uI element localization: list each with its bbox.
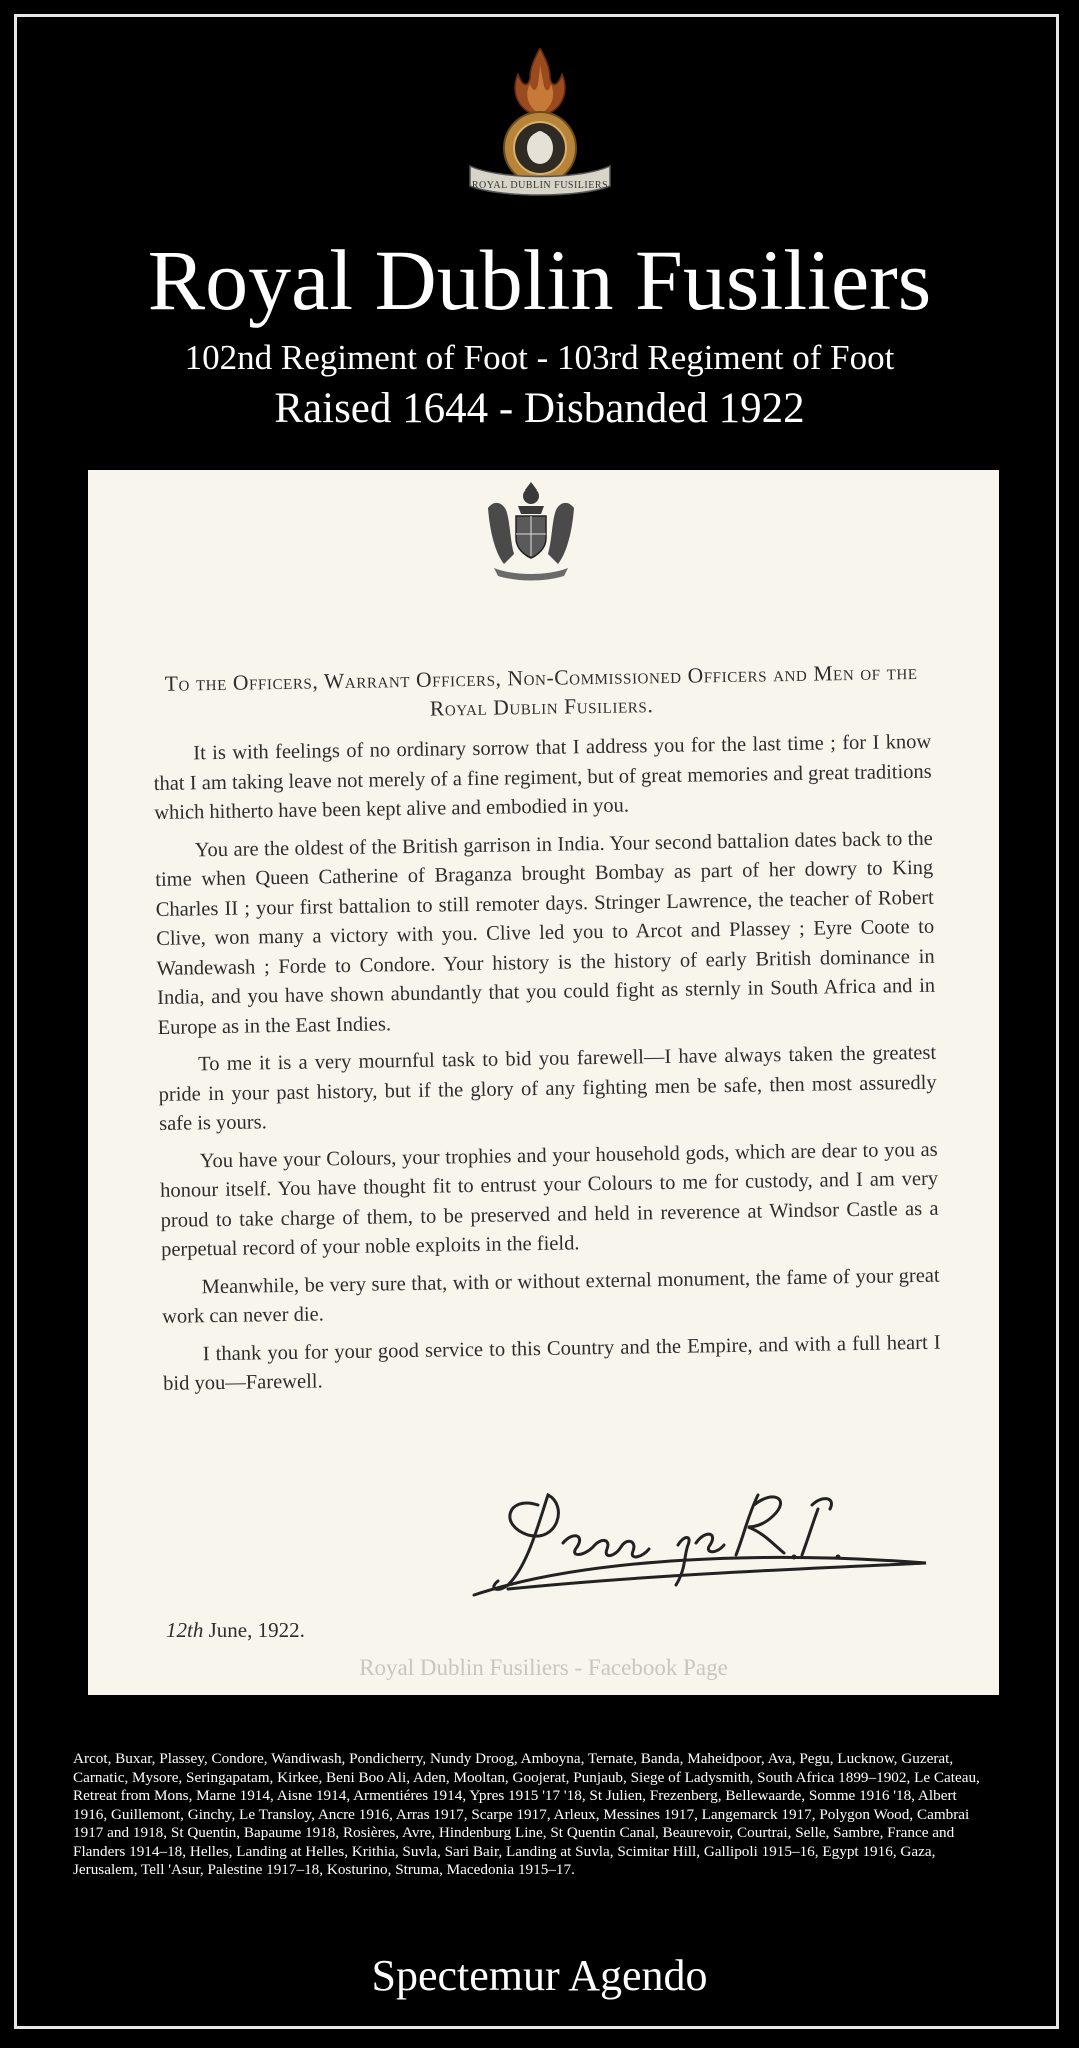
fusilier-badge-icon (460, 48, 620, 200)
letter-paragraph: Meanwhile, be very sure that, with or without external monument, the fame of your great work can never die. (161, 1264, 940, 1328)
battle-honours: Arcot, Buxar, Plassey, Condore, Wandiwash, Pondicherry, Nundy Droog, Amboyna, Ternate, Banda, Maheidpoor, Ava, Pegu, Lucknow, Guzerat, Carnatic, Mysore, Seringapatam, Kirkee, Beni Boo Ali, Aden, Mooltan, Goojerat, Punjaub, Siege of Ladysmith, South Africa 1899–1902, Le Cateau, Retreat from Mons, Marne 1914, Aisne 1914, Armentiéres 1914, Ypres 1915 '17 '18, St Julien, Frezenberg, Bellewaarde, Somme 1916 '18, Albert 1916, Guillemont, Ginchy, Le Transloy, Ancre 1916, Arras 1917, Scarpe 1917, Arleux, Messines 1917, Langemarck 1917, Polygon Wood, Cambrai 1917 and 1918, St Quentin, Bapaume 1918, Rosières, Avre, Hindenburg Line, St Quentin Canal, Beaurevoir, Courtrai, Selle, Sambre, France and Flanders 1914–18, Helles, Landing at Helles, Krithia, Suvla, Sari Bair, Landing at Suvla, Scimitar Hill, Gallipoli 1915–16, Egypt 1916, Gaza, Jerusalem, Tell 'Asur, Palestine 1917–18, Kosturino, Struma, Macedonia 1915–17. (73, 1750, 980, 1878)
facebook-page-watermark: Royal Dublin Fusiliers - Facebook Page (359, 1655, 728, 1680)
letter-paragraph: It is with feelings of no ordinary sorrow that I address you for the last time ; for I know that I am taking leave not merely of a fine regiment, but of great memories and great traditions which hitherto have been kept alive and embodied in you. (153, 730, 932, 824)
royal-coat-of-arms-icon (476, 478, 586, 588)
letter-paragraph: I thank you for your good service to this Country and the Empire, and with a full heart I bid you—Farewell. (163, 1331, 941, 1395)
regiment-dates: Raised 1644 - Disbanded 1922 (274, 385, 805, 432)
letter-text (152, 658, 941, 1408)
letter-address: To the Officers, Warrant Officers, Non-Commissioned Officers and Men of the Royal Dublin Fusiliers. (164, 659, 918, 721)
farewell-letter (88, 470, 999, 1695)
letter-paragraph: To me it is a very mournful task to bid you farewell—I have always taken the greatest pride in your past history, but if the glory of any fighting men be safe, then most assuredly safe is yours. (158, 1041, 937, 1135)
letter-paragraph: You are the oldest of the British garrison in India. Your second battalion dates back to the time when Queen Catherine of Braganza brought Bombay as part of her dowry to King Charles II ; your first battalion to still remoter days. Stringer Lawrence, the teacher of Robert Clive, won many a victory with you. Clive led you to Arcot and Plassey ; Eyre Coote to Wandewash ; Forde to Condore. Your history is the history of early British dominance in India, and you have shown abundantly that you could fight as sternly in South Africa and in Europe as in the East Indies. (155, 827, 936, 1039)
letter-date-day: 12th (166, 1618, 204, 1642)
signature-george-ri (468, 1465, 938, 1605)
letter-paragraph: You have your Colours, your trophies and your household gods, which are dear to you as honour itself. You have thought fit to entrust your Colours to me for custody, and I am very proud to take charge of them, to be preserved and held in reverence at Windsor Castle as a perpetual record of your noble exploits in the field. (160, 1138, 939, 1261)
page-title: Royal Dublin Fusiliers (147, 232, 932, 328)
regiment-numbers: 102nd Regiment of Foot - 103rd Regiment of Foot (184, 338, 895, 377)
badge-scroll-text: ROYAL DUBLIN FUSILIERS (471, 180, 609, 191)
letter-date-rest: June, 1922. (203, 1618, 305, 1642)
regimental-motto: Spectemur Agendo (371, 1951, 708, 2000)
letter-date (166, 1618, 305, 1643)
